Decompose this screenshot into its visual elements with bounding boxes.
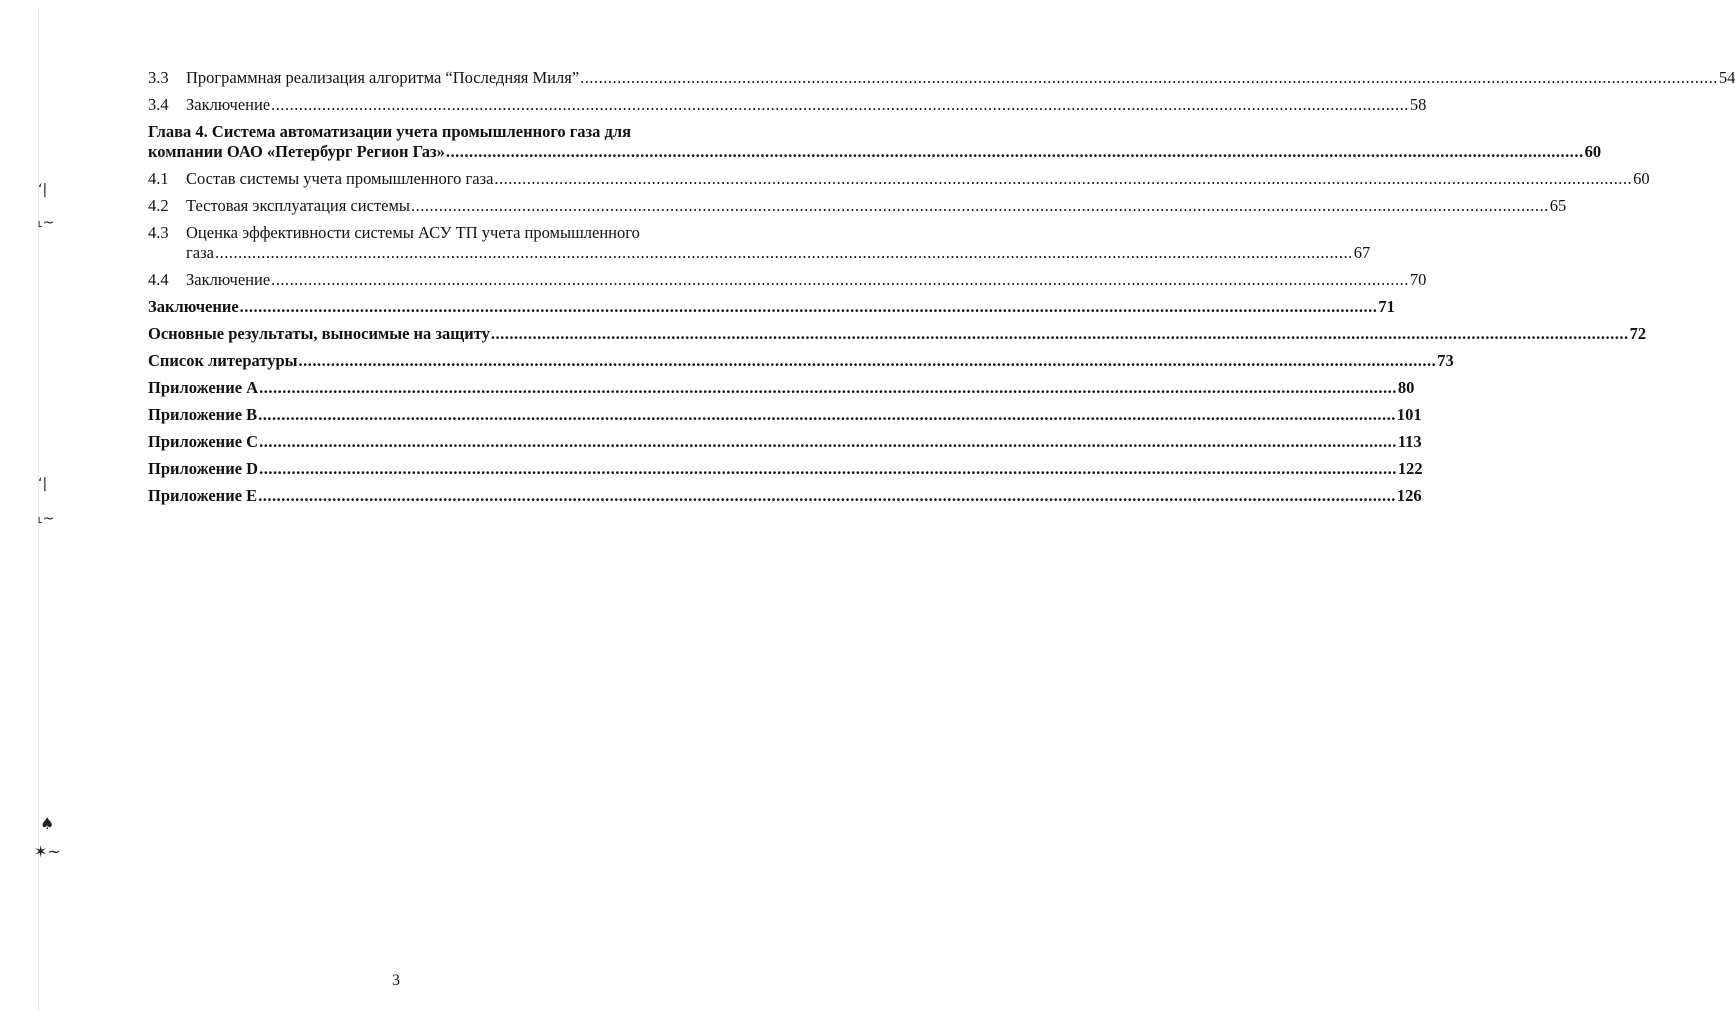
toc-entry-title: Программная реализация алгоритма “Последняя Миля” [186,68,580,87]
toc-entry-appendix-d[interactable] [148,459,1423,479]
toc-leader-dots [258,405,1396,425]
toc-entry-number: 4.3 [148,223,169,242]
toc-entry-number: 4.4 [148,270,169,289]
toc-entry-title: Приложение D [148,459,259,478]
toc-entry-3-3[interactable] [148,68,1735,88]
toc-entry-4-4[interactable] [148,270,1427,290]
toc-entry-page: 60 [1633,169,1650,188]
toc-entry-title: Приложение C [148,432,259,451]
toc-entry-4-2[interactable] [148,196,1567,216]
scan-mark: ʻ| [38,476,48,492]
toc-entry-page: 126 [1396,486,1422,505]
toc-entry-main-results[interactable] [148,324,1647,344]
toc-entry-page: 65 [1549,196,1567,215]
toc-entry-title: Заключение [186,95,271,114]
scan-mark: ʻ| [38,182,48,198]
toc-leader-dots [494,169,1632,189]
scan-mark: ˪~ [38,511,55,527]
toc-leader-dots [299,351,1437,371]
toc-leader-dots [446,142,1584,162]
toc-entry-page: 70 [1409,270,1427,289]
toc-entry-references[interactable] [148,351,1454,371]
toc-leader-dots [258,486,1396,506]
toc-entry-title-line2: газа [186,243,214,262]
toc-entry-appendix-a[interactable] [148,378,1415,398]
toc-entry-page: 73 [1437,351,1454,370]
toc-entry-number: 4.2 [148,196,169,215]
toc-entry-number: 3.4 [148,95,169,114]
toc-entry-page: 71 [1378,297,1395,316]
toc-entry-appendix-e[interactable] [148,486,1422,506]
toc-leader-dots [411,196,1549,216]
toc-leader-dots [491,324,1629,344]
toc-entry-page: 122 [1397,459,1423,478]
toc-entry-number: 3.3 [148,68,169,87]
page-number: 3 [392,972,400,989]
toc-entry-page: 60 [1584,142,1602,161]
toc-entry-page: 101 [1396,405,1422,424]
toc-entry-conclusion[interactable] [148,297,1395,317]
toc-entry-page: 67 [1353,243,1371,262]
toc-entry-page: 80 [1397,378,1415,397]
toc-entry-title: Заключение [186,270,271,289]
toc-entry-title: Приложение A [148,378,259,397]
scan-mark: ♠ [40,814,55,833]
toc-entry-title: Приложение B [148,405,258,424]
toc-entry-title-line2: компании ОАО «Петербург Регион Газ» [148,142,445,161]
toc-entry-title: Приложение E [148,486,258,505]
toc-leader-dots [259,378,1397,398]
toc-entry-title: Состав системы учета промышленного газа [186,169,494,188]
toc-entry-title: Заключение [148,297,239,316]
toc-entry-appendix-c[interactable] [148,432,1422,452]
table-of-contents [148,68,1735,513]
toc-leader-dots [215,243,1353,263]
toc-leader-dots [259,432,1397,452]
toc-entry-title-line1: Глава 4. Система автоматизации учета промышленного газа для [148,122,632,141]
toc-entry-title: Тестовая эксплуатация системы [186,196,411,215]
toc-entry-title-line1: Оценка эффективности системы АСУ ТП учета промышленного [186,223,640,242]
toc-leader-dots [271,95,1409,115]
toc-leader-dots [240,297,1378,317]
toc-entry-4-3[interactable] [148,223,1371,263]
scan-mark: ✶~ [34,842,61,861]
toc-entry-title: Список литературы [148,351,298,370]
toc-entry-page: 58 [1409,95,1427,114]
toc-entry-4-1[interactable] [148,169,1650,189]
toc-entry-chapter-4[interactable] [148,122,1602,162]
toc-entry-3-4[interactable] [148,95,1427,115]
toc-entry-title: Основные результаты, выносимые на защиту [148,324,490,343]
toc-leader-dots [259,459,1397,479]
scan-mark: ˪~ [38,215,55,231]
toc-entry-number: 4.1 [148,169,169,188]
toc-entry-appendix-b[interactable] [148,405,1422,425]
toc-entry-page: 54 [1718,68,1735,87]
toc-entry-page: 113 [1397,432,1422,451]
toc-entry-page: 72 [1629,324,1647,343]
toc-leader-dots [271,270,1409,290]
toc-leader-dots [580,68,1718,88]
